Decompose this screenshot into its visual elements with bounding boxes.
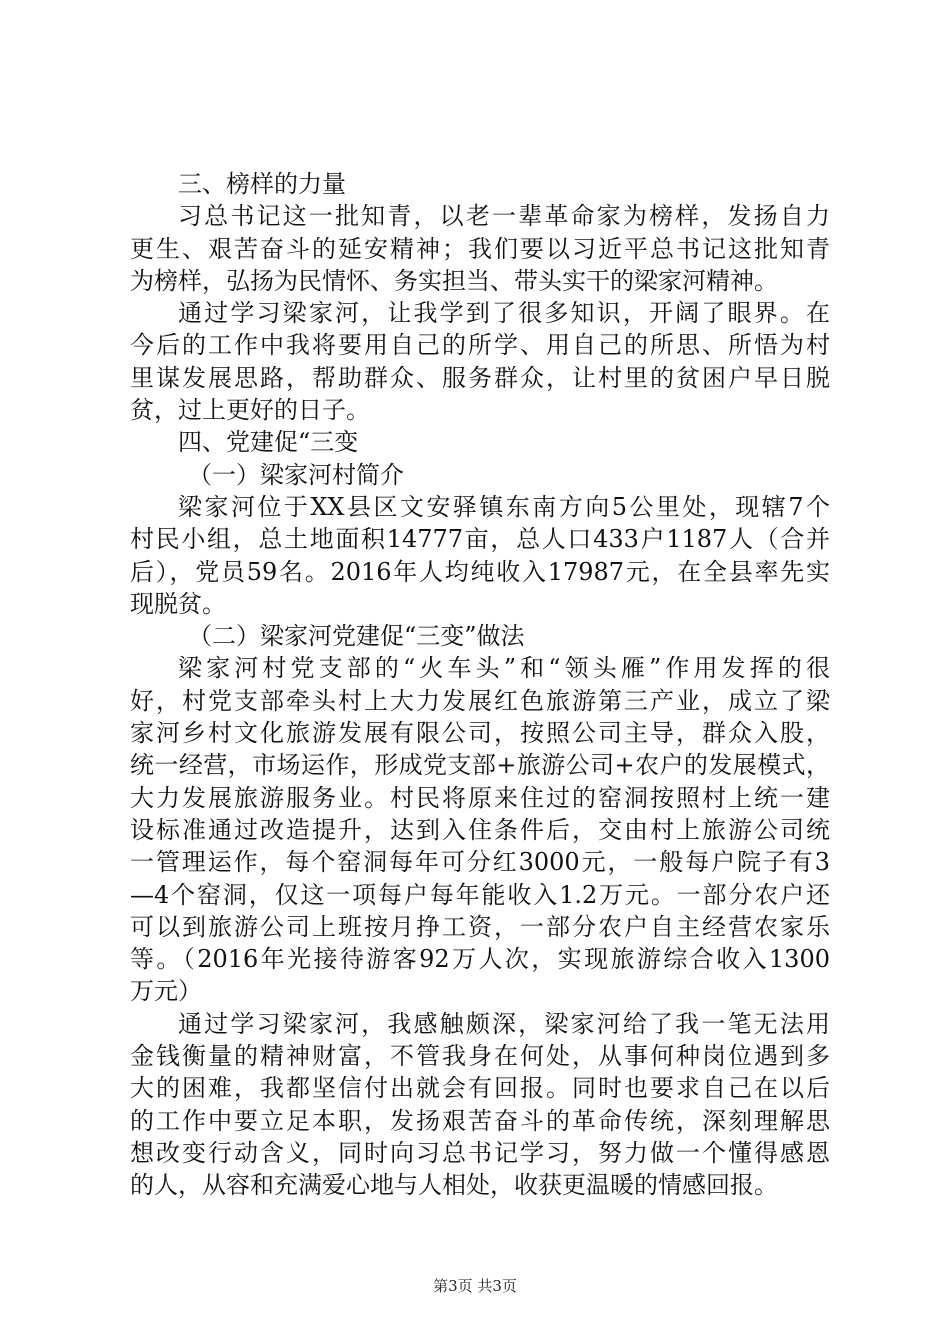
text-line: 后），党员59名。2016年人均纯收入17987元，在全县率先实 — [130, 557, 830, 586]
text-line: 设标准通过改造提升，达到入住条件后，交由村上旅游公司统 — [130, 815, 830, 844]
text-line: 统一经营，市场运作，形成党支部+旅游公司+农户的发展模式， — [130, 751, 830, 780]
text-line: 想改变行动含义，同时向习总书记学习，努力做一个懂得感恩 — [130, 1138, 830, 1167]
document-body — [130, 168, 830, 1202]
text-line: 等。（2016年光接待游客92万人次，实现旅游综合收入1300 — [130, 945, 830, 974]
text-line: 通过学习梁家河，我感触颇深，梁家河给了我一笔无法用 — [178, 1009, 830, 1038]
text-line: 大的困难，我都坚信付出就会有回报。同时也要求自己在以后 — [130, 1074, 830, 1103]
text-line: 四、党建促“三变 — [178, 428, 359, 457]
text-line: 村民小组，总土地面积14777亩，总人口433户1187人（合并 — [130, 525, 830, 554]
text-line: 一管理运作，每个窑洞每年可分红3000元，一般每户院子有3 — [130, 848, 830, 877]
text-line: 金钱衡量的精神财富，不管我身在何处，从事何种岗位遇到多 — [130, 1042, 830, 1071]
text-line: 的人，从容和充满爱心地与人相处，收获更温暖的情感回报。 — [130, 1171, 778, 1200]
text-line: 通过学习梁家河，让我学到了很多知识，开阔了眼界。在 — [178, 299, 830, 328]
text-line: 里谋发展思路，帮助群众、服务群众，让村里的贫困户早日脱 — [130, 363, 830, 392]
text-line: 万元） — [130, 977, 202, 1006]
text-line: 家河乡村文化旅游发展有限公司，按照公司主导，群众入股， — [130, 719, 830, 748]
text-line: 大力发展旅游服务业。村民将原来住过的窑洞按照村上统一建 — [130, 783, 830, 812]
text-line: （一）梁家河村简介 — [188, 460, 404, 489]
text-line: 习总书记这一批知青，以老一辈革命家为榜样，发扬自力 — [178, 202, 830, 231]
text-line: 的工作中要立足本职，发扬艰苦奋斗的革命传统，深刻理解思 — [130, 1106, 830, 1135]
text-line: 贫，过上更好的日子。 — [130, 396, 370, 425]
text-line: 今后的工作中我将要用自己的所学、用自己的所思、所悟为村 — [130, 331, 830, 360]
text-line: —4个窑洞，仅这一项每户每年能收入1.2万元。一部分农户还 — [130, 880, 830, 909]
text-line: 梁家河位于XX县区文安驿镇东南方向5公里处，现辖7个 — [178, 492, 830, 521]
text-line: 三、榜样的力量 — [178, 170, 346, 198]
text-line: （二）梁家河党建促“三变”做法 — [188, 622, 525, 651]
text-line: 可以到旅游公司上班按月挣工资，一部分农户自主经营农家乐 — [130, 912, 830, 941]
text-line: 梁家河村党支部的“火车头”和“领头雁”作用发挥的很 — [178, 654, 830, 683]
text-line: 好，村党支部牵头村上大力发展红色旅游第三产业，成立了梁 — [130, 686, 830, 715]
text-line: 为榜样，弘扬为民情怀、务实担当、带头实干的梁家河精神。 — [130, 266, 778, 295]
text-line: 现脱贫。 — [130, 589, 226, 618]
page-footer: 第3页 共3页 — [433, 1277, 517, 1295]
text-line: 更生、艰苦奋斗的延安精神；我们要以习近平总书记这批知青 — [130, 234, 830, 263]
